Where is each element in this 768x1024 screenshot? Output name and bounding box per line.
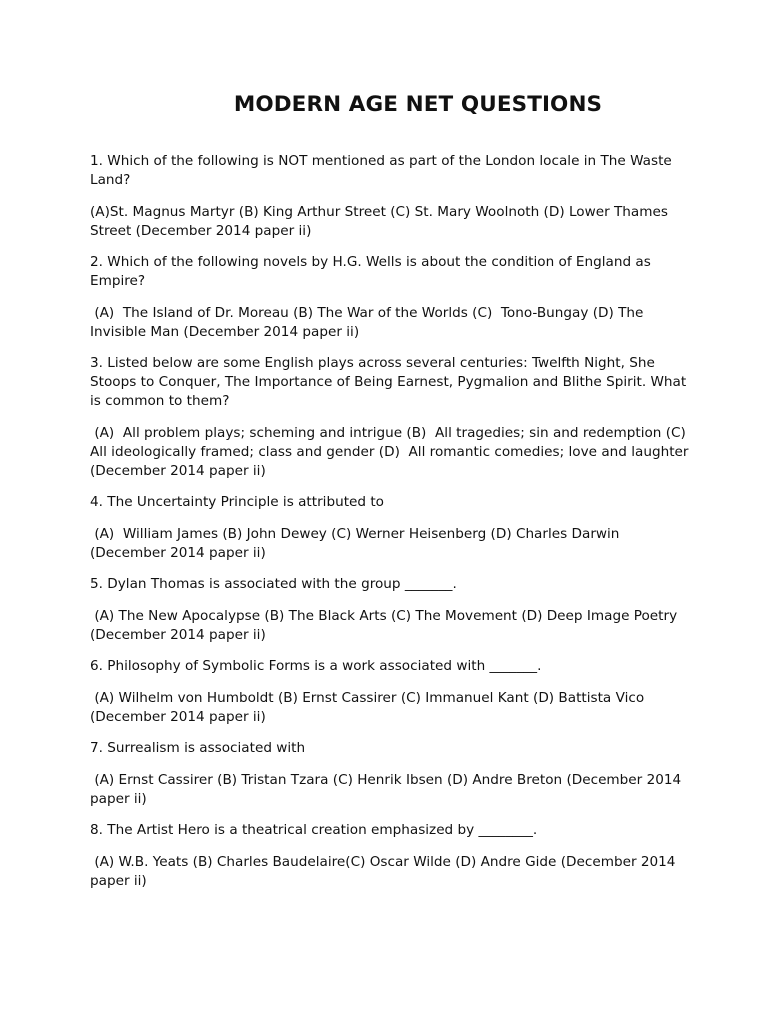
- question-1-options: (A)St. Magnus Martyr (B) King Arthur Street (C) St. Mary Woolnoth (D) Lower Thames Street (December 2014 paper ii): [90, 203, 673, 239]
- question-7: 7. Surrealism is associated with: [90, 740, 306, 756]
- question-list: [90, 152, 695, 903]
- question-6-options: (A) Wilhelm von Humboldt (B) Ernst Cassirer (C) Immanuel Kant (D) Battista Vico (December 2014 paper ii): [90, 689, 649, 725]
- question-7-options: (A) Ernst Cassirer (B) Tristan Tzara (C) Henrik Ibsen (D) Andre Breton (December 2014 paper ii): [90, 771, 686, 807]
- question-4-options: (A) William James (B) John Dewey (C) Werner Heisenberg (D) Charles Darwin (December 2014 paper ii): [90, 525, 624, 561]
- question-6: 6. Philosophy of Symbolic Forms is a work associated with _______.: [90, 658, 542, 674]
- question-3: 3. Listed below are some English plays across several centuries: Twelfth Night, She Stoops to Conquer, The Importance of Being Earnest, Pygmalion and Blithe Spirit. What is common to them?: [90, 355, 691, 409]
- question-8-options: (A) W.B. Yeats (B) Charles Baudelaire(C) Oscar Wilde (D) Andre Gide (December 2014 paper ii): [90, 853, 680, 889]
- question-2-options: (A) The Island of Dr. Moreau (B) The War of the Worlds (C) Tono-Bungay (D) The Invisible Man (December 2014 paper ii): [90, 304, 648, 340]
- question-3-options: (A) All problem plays; scheming and intrigue (B) All tragedies; sin and redemption (C) All ideologically framed; class and gender (D) All romantic comedies; love and laughter (December 2014 paper ii): [90, 424, 695, 479]
- question-8: 8. The Artist Hero is a theatrical creation emphasized by ________.: [90, 822, 538, 838]
- question-2: 2. Which of the following novels by H.G. Wells is about the condition of England as Empire?: [90, 254, 656, 289]
- page-title: MODERN AGE NET QUESTIONS: [233, 92, 603, 117]
- question-4: 4. The Uncertainty Principle is attributed to: [90, 494, 384, 510]
- question-5-options: (A) The New Apocalypse (B) The Black Arts (C) The Movement (D) Deep Image Poetry (December 2014 paper ii): [90, 607, 682, 643]
- question-1: 1. Which of the following is NOT mentioned as part of the London locale in The Waste Land?: [90, 153, 677, 188]
- question-5: 5. Dylan Thomas is associated with the group _______.: [90, 576, 457, 592]
